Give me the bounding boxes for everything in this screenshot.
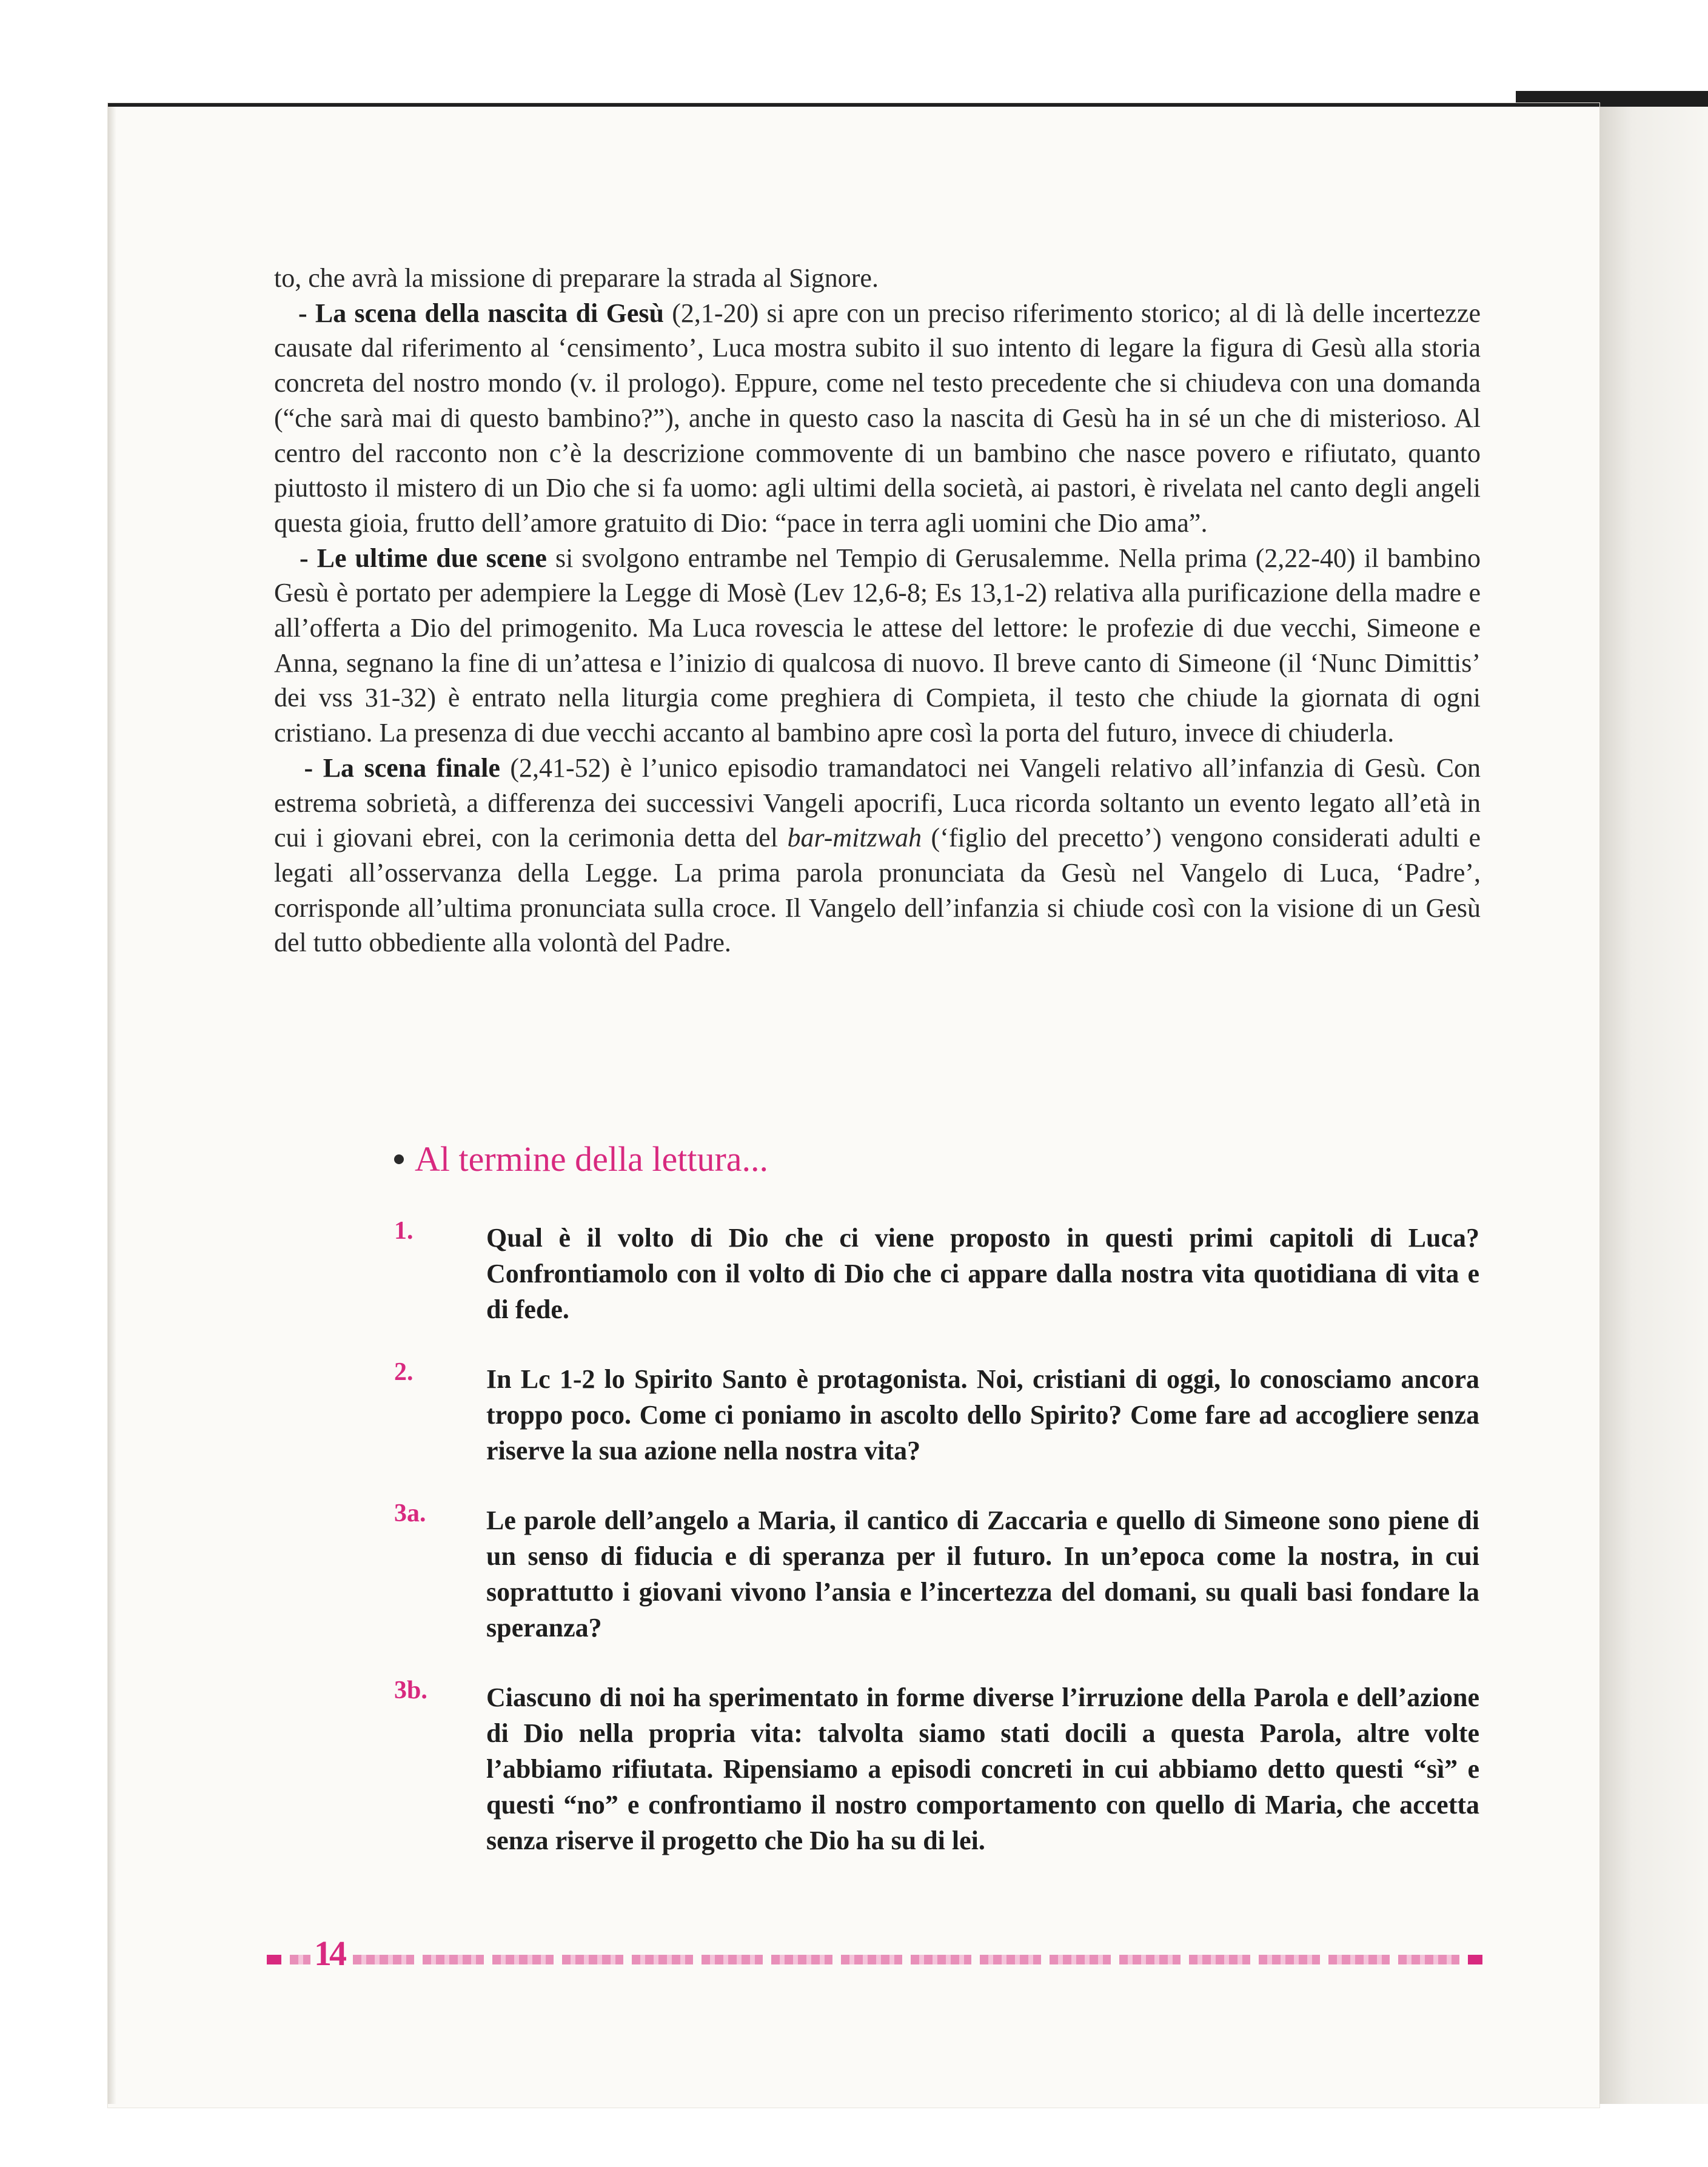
question-item — [394, 1499, 1479, 1646]
footer-bar-dot — [267, 1955, 281, 1964]
section-title — [394, 1139, 768, 1179]
question-number: 3a. — [394, 1499, 426, 1527]
footer-bar-segment — [1259, 1955, 1320, 1964]
question-item — [394, 1358, 1479, 1469]
page-number: 14 — [310, 1933, 348, 1974]
paragraph-2-lead: - La scena della nascita di Gesù — [298, 298, 664, 328]
page-gutter-shadow — [108, 107, 116, 2104]
body-text-block — [274, 261, 1481, 960]
footer-bar-segment — [423, 1955, 484, 1964]
paragraph-4-italic: bar-mitzwah — [787, 823, 922, 853]
footer-bar-segment — [980, 1955, 1041, 1964]
footer-bar-segment — [1398, 1955, 1459, 1964]
footer-bar-dot — [1468, 1955, 1482, 1964]
footer-bar-segment — [492, 1955, 554, 1964]
paragraph-4-text-a: (2,41-52) è l’unico episodio tramandatoci nei Vangeli relativo all’infanzia di Gesù. Con estrema sobrietà, a differenza dei successivi Vangeli apocrifi, Luca ricorda soltanto un evento legato all’età in cui i giovani ebrei, con la cerimonia detta del — [274, 752, 1481, 853]
footer-bar-segment — [632, 1955, 693, 1964]
question-number: 3b. — [394, 1676, 427, 1704]
footer-decorative-bar — [267, 1954, 1482, 1966]
bullet-icon — [394, 1154, 404, 1164]
question-text: In Lc 1-2 lo Spirito Santo è protagonista. Noi, cristiani di oggi, lo conosciamo ancora troppo poco. Come ci poniamo in ascolto dello Spirito? Come fare ad accogliere senza riserve la sua azione nella nostra vita? — [486, 1364, 1479, 1465]
paragraph-2-text: (2,1-20) si apre con un preciso riferimento storico; al di là delle incertezze causate dal riferimento al ‘censimento’, Luca mostra subito il suo intento di legare la figura di Gesù alla storia concreta del nostro mondo (v. il prologo). Eppure, come nel testo precedente che si chiudeva con una domanda (“che sarà mai di questo bambino?”), anche in questo caso la nascita di Gesù ha in sé un che di misterioso. Al centro del racconto non c’è la descrizione commovente di un bambino che nasce povero e rifiutato, quanto piuttosto il mistero di un Dio che si fa uomo: agli ultimi della società, ai pastori, è rivelata nel canto degli angeli questa gioia, frutto dell’amore gratuito di Dio: “pace in terra agli uomini che Dio ama”. — [274, 298, 1481, 538]
questions-list — [394, 1217, 1479, 1892]
question-item — [394, 1676, 1479, 1858]
next-page-edge — [1599, 107, 1708, 2104]
footer-bar-segment — [702, 1955, 763, 1964]
paragraph-2 — [274, 296, 1481, 541]
paragraph-1 — [274, 261, 1481, 296]
footer-bar-segment — [841, 1955, 902, 1964]
footer-bar-segment — [911, 1955, 972, 1964]
footer-bar-segment — [562, 1955, 623, 1964]
footer-bar-segment — [1328, 1955, 1390, 1964]
question-text: Le parole dell’angelo a Maria, il cantico di Zaccaria e quello di Simeone sono piene di un senso di fiducia e di speranza per il futuro. In un’epoca come la nostra, in cui soprattutto i giovani vivono l’ansia e l’incertezza del domani, su quali basi fondare la speranza? — [486, 1506, 1479, 1643]
footer-bar-segment — [1189, 1955, 1250, 1964]
paragraph-4-lead: - La scena finale — [304, 752, 500, 783]
paragraph-4-text-b: (‘figlio del precetto’) vengono considerati adulti e legati all’osservanza della Legge. La prima parola pronunciata da Gesù nel Vangelo di Luca, ‘Padre’, corrisponde all’ultima pronunciata sulla croce. Il Vangelo dell’infanzia si chiude così con la visione di un Gesù del tutto obbediente alla volontà del Padre. — [274, 823, 1481, 958]
paragraph-1-text: to, che avrà la missione di preparare la strada al Signore. — [274, 263, 879, 293]
paragraph-3 — [274, 541, 1481, 751]
footer-bar-segment — [1119, 1955, 1181, 1964]
footer-bar-segment — [1050, 1955, 1111, 1964]
question-text: Ciascuno di noi ha sperimentato in forme diverse l’irruzione della Parola e dell’azione di Dio nella propria vita: talvolta siamo stati docili a questa Parola, altre volte l’abbiamo rifiutata. Ripensiamo a episodi concreti in cui abbiamo detto questi “sì” e questi “no” e confrontiamo il nostro comportamento con quello di Maria, che accetta senza riserve il progetto che Dio ha su di lei. — [486, 1683, 1479, 1855]
footer-bar-segment — [771, 1955, 832, 1964]
paragraph-4 — [274, 751, 1481, 960]
question-item — [394, 1217, 1479, 1327]
question-number: 2. — [394, 1358, 414, 1386]
question-number: 1. — [394, 1217, 414, 1245]
paragraph-3-lead: - Le ultime due scene — [300, 543, 547, 573]
paragraph-3-text: si svolgono entrambe nel Tempio di Gerusalemme. Nella prima (2,22-40) il bambino Gesù è portato per adempiere la Legge di Mosè (Lev 12,6-8; Es 13,1-2) relativa alla purificazione della madre e all’offerta a Dio del primogenito. Ma Luca rovescia le attese del lettore: le profezie di due vecchi, Simeone e Anna, segnano la fine di un’attesa e l’inizio di qualcosa di nuovo. Il breve canto di Simeone (il ‘Nunc Dimittis’ dei vss 31-32) è entrato nella liturgia come preghiera di Compieta, il testo che chiude la giornata di ogni cristiano. La presenza di due vecchi accanto al bambino apre così la porta del futuro, invece di chiuderla. — [274, 543, 1481, 748]
section-title-text: Al termine della lettura... — [415, 1139, 769, 1179]
footer-bar-segment — [353, 1955, 414, 1964]
question-text: Qual è il volto di Dio che ci viene proposto in questi primi capitoli di Luca? Confrontiamolo con il volto di Dio che ci appare dalla nostra vita quotidiana di vita e di fede. — [486, 1223, 1479, 1324]
